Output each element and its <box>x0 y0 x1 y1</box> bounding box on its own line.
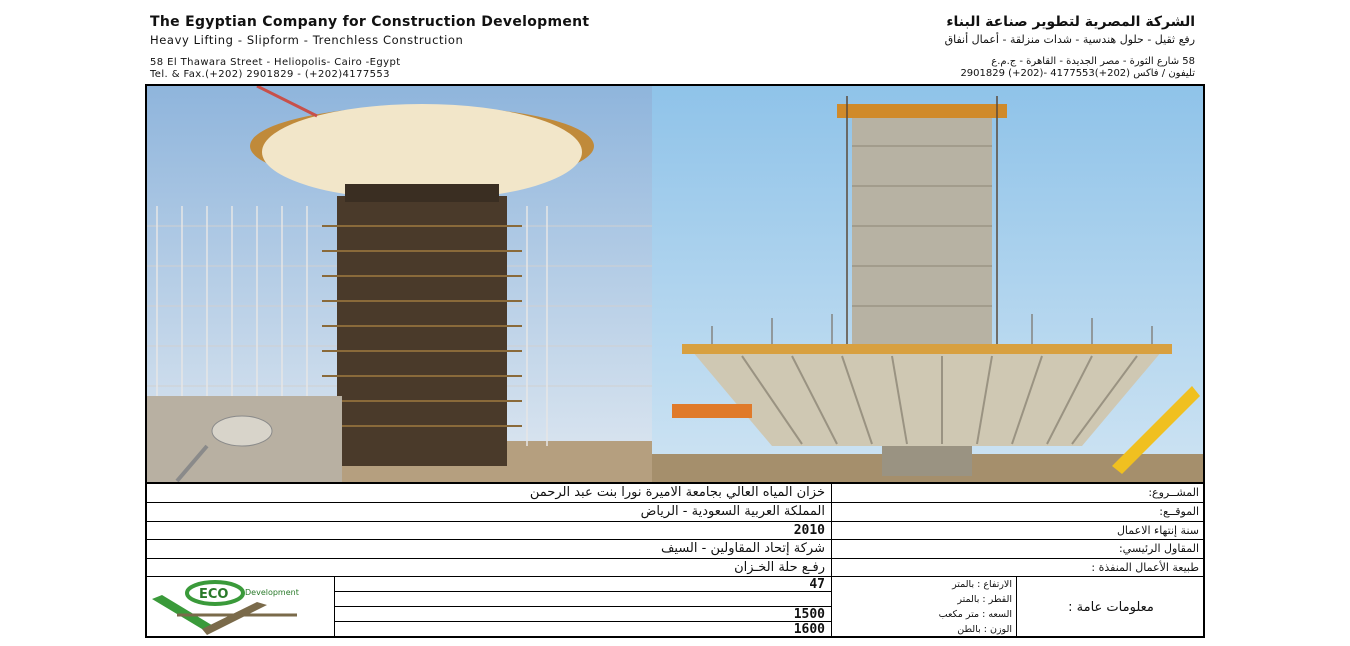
tower-slipform-illustration <box>652 86 1203 482</box>
spec-weight-label: الوزن : بالطن <box>957 624 1012 635</box>
tower-scaffolding-illustration <box>147 86 652 482</box>
row-project <box>147 484 1203 503</box>
project-photos <box>145 84 1205 484</box>
company-name-en: The Egyptian Company for Construction Development <box>150 14 590 30</box>
header-english <box>150 14 750 81</box>
main-contractor-label: المقاول الرئيسي: <box>1118 542 1199 555</box>
company-phone-en: Tel. & Fax.(+202) 2901829 - (+202)4177553 <box>150 69 390 80</box>
spec-height-label: الارتفاع : بالمتر <box>952 579 1012 590</box>
spec-values <box>335 577 832 638</box>
spec-capacity-value: 1500 <box>335 607 831 622</box>
location-label: الموقــع: <box>1159 505 1199 518</box>
row-main-contractor <box>147 540 1203 559</box>
row-completion-year <box>147 522 1203 540</box>
project-info-table <box>145 484 1205 638</box>
photo-tower-scaffolding <box>147 86 652 482</box>
row-location <box>147 503 1203 522</box>
spec-weight-value: 1600 <box>793 622 825 637</box>
location-value: المملكة العربية السعودية - الرياض <box>147 503 832 521</box>
spec-height-value: 47 <box>335 577 831 592</box>
company-address-en: 58 El Thawara Street - Heliopolis- Cairo -Egypt <box>150 57 401 68</box>
eco-logo-graphic <box>147 577 335 638</box>
logo-mark: ECO <box>199 587 229 602</box>
project-name-value: خزان المياه العالي بجامعة الاميرة نورا بنت عبد الرحمن <box>147 484 832 502</box>
company-services-ar: رفع ثقيل - حلول هندسية - شدات منزلقة - أعمال أنفاق <box>944 33 1195 46</box>
company-address-ar: 58 شارع الثورة - مصر الجديدة - القاهرة - ج.م.ع <box>991 56 1195 67</box>
header-arabic <box>675 14 1195 80</box>
spec-capacity-label: السعه : متر مكعب <box>938 609 1012 620</box>
work-nature-label: طبيعة الأعمال المنفذة : <box>1091 561 1199 574</box>
company-phone-ar: تليفون / فاكس (202+)4177553 -(202+) 2901829 <box>960 68 1195 79</box>
project-name-label: المشــروع: <box>1148 486 1199 499</box>
company-name-ar: الشركة المصرية لتطوير صناعة البناء <box>946 14 1195 30</box>
photo-tower-slipform <box>652 86 1203 482</box>
logo-text: Development <box>245 588 299 597</box>
work-nature-value: رفـع حلة الخـزان <box>147 559 832 576</box>
row-work-nature <box>147 559 1203 577</box>
spec-labels <box>832 577 1017 638</box>
completion-year-label: سنة إنتهاء الاعمال <box>1116 524 1199 537</box>
eco-development-logo <box>147 577 335 638</box>
completion-year-value: 2010 <box>147 522 832 539</box>
general-info-label: معلومات عامة : <box>1068 600 1154 615</box>
company-services-en: Heavy Lifting - Slipform - Trenchless Construction <box>150 33 464 47</box>
spec-diameter-label: القطر : بالمتر <box>957 594 1012 605</box>
spec-diameter-value <box>335 592 831 607</box>
main-contractor-value: شركة إتحاد المقاولين - السيف <box>147 540 832 558</box>
